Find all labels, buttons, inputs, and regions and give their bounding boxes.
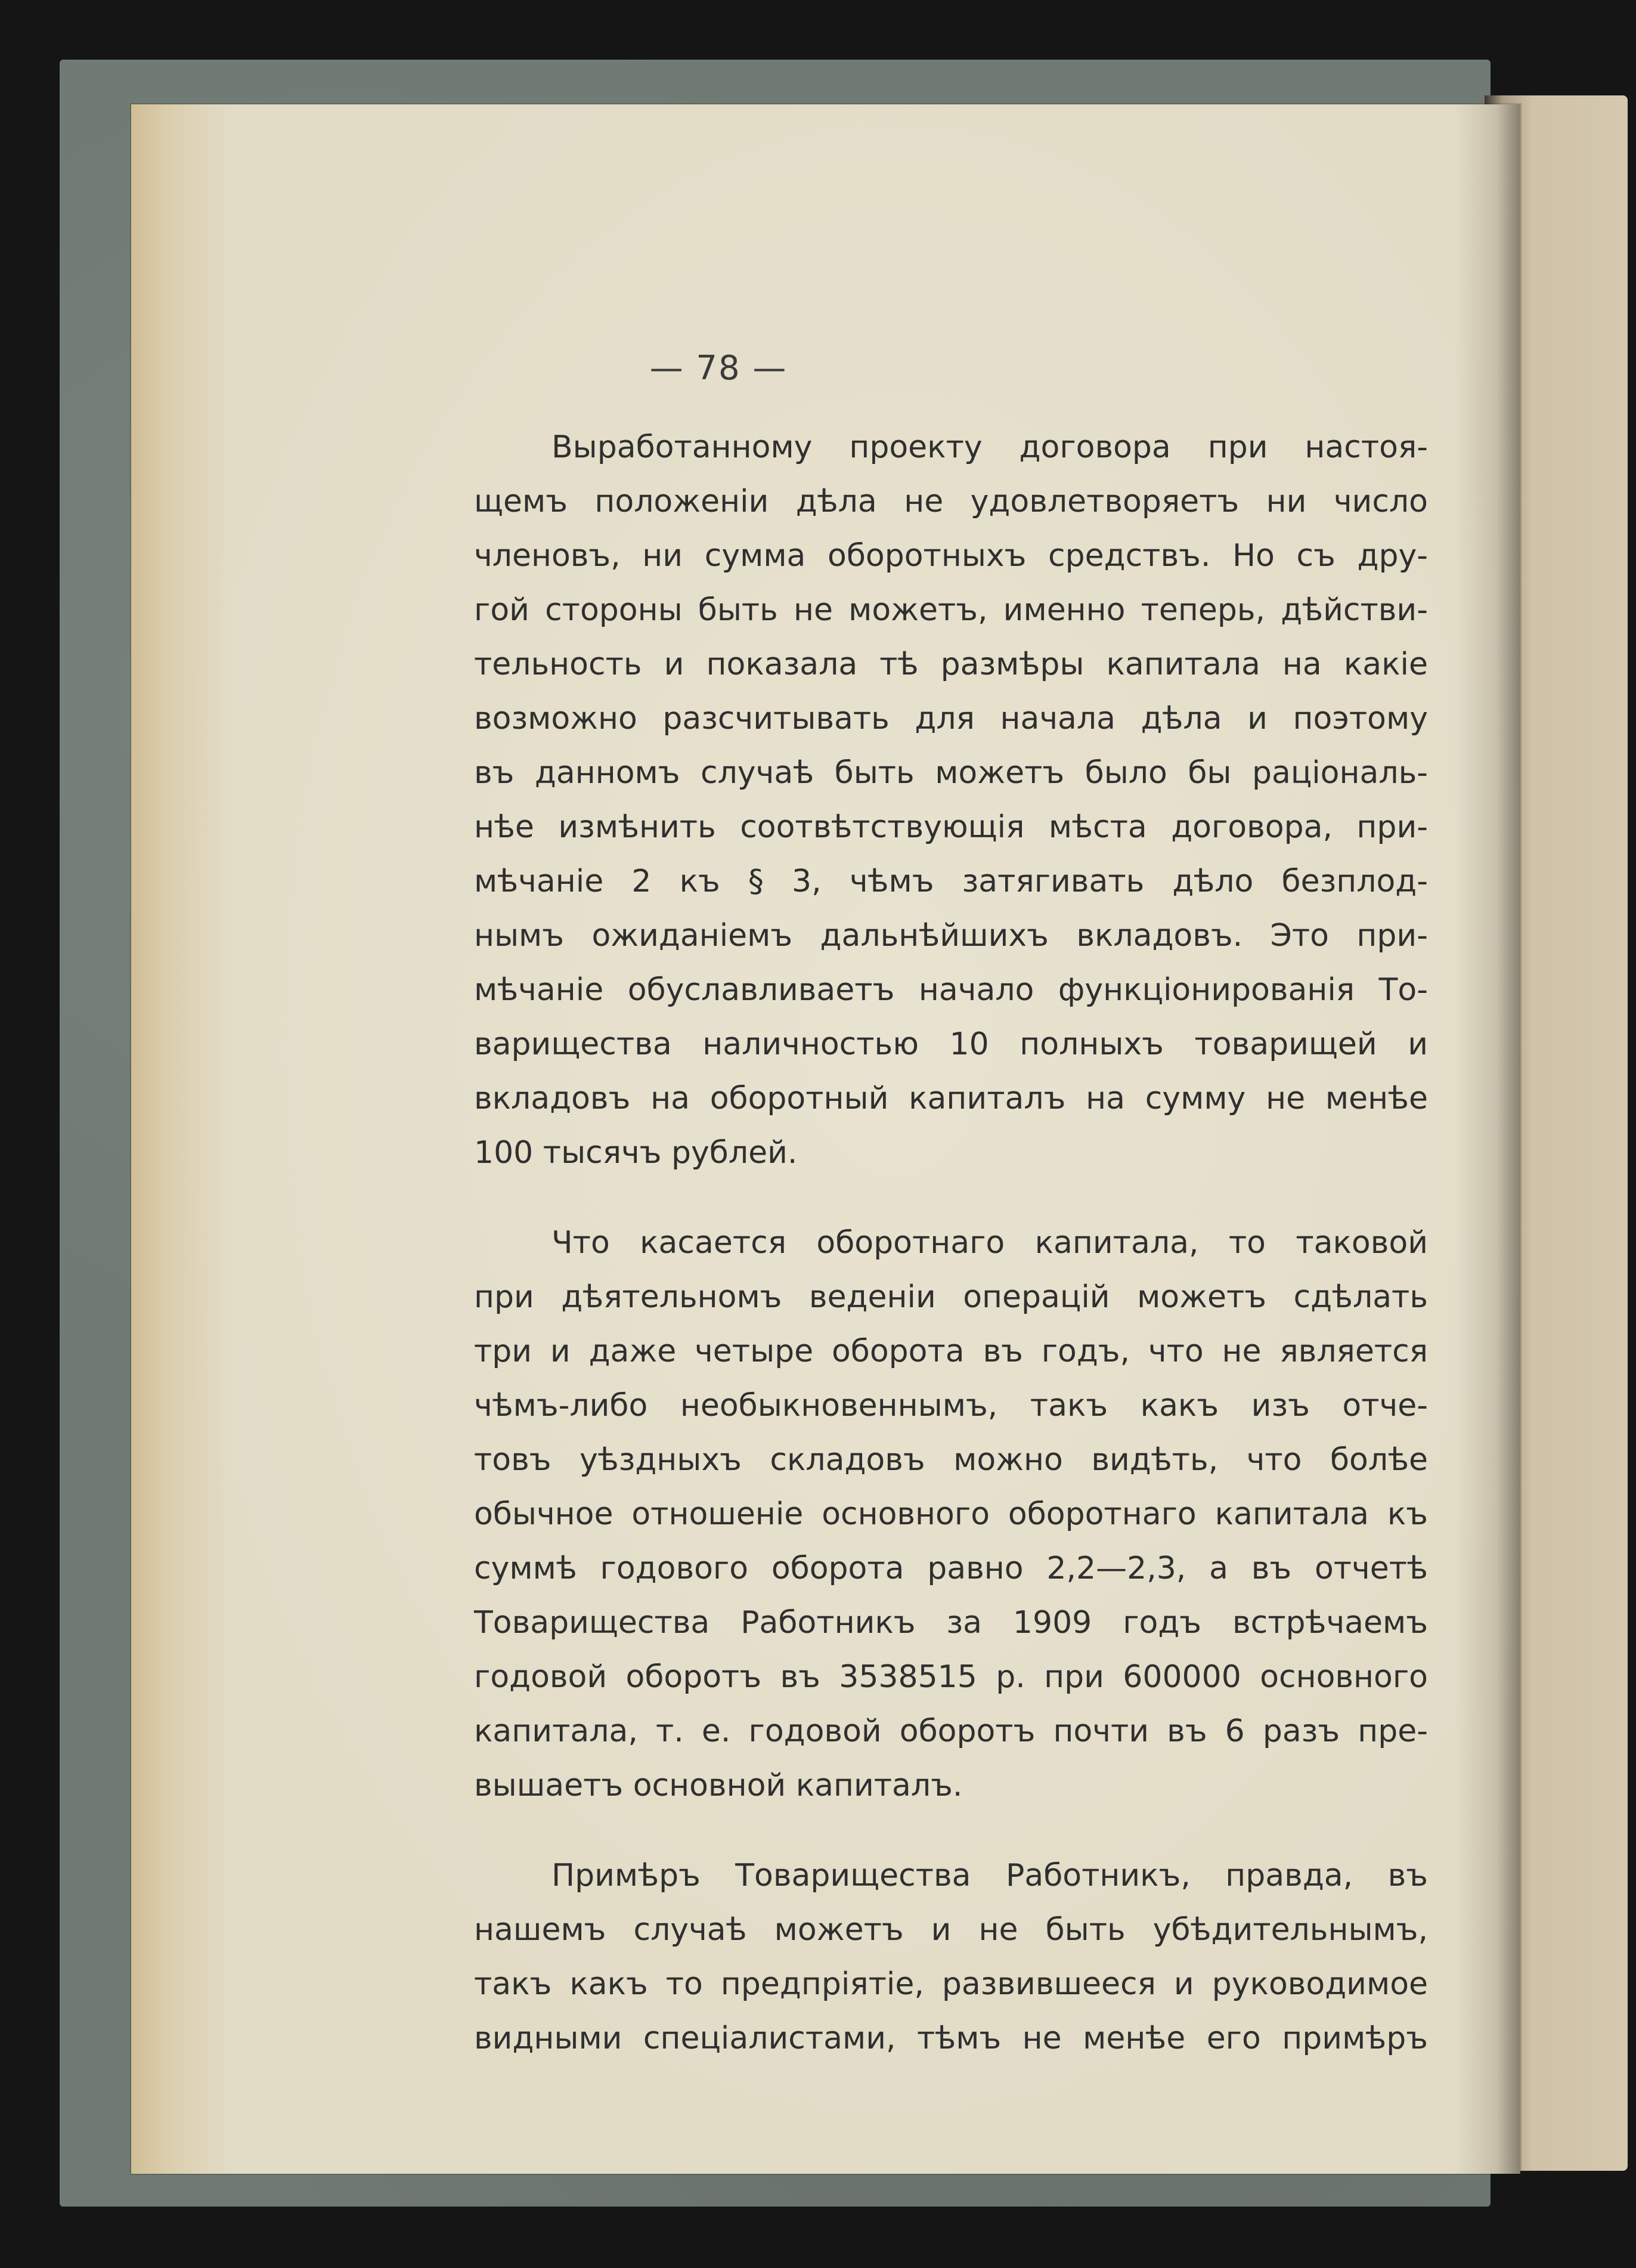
text-line: въ данномъ случаѣ быть можетъ было бы раціональ- [474, 755, 1428, 791]
text-line: годовой оборотъ въ 3538515 р. при 600000 основного [474, 1659, 1428, 1695]
text-line: возможно разсчитывать для начала дѣла и поэтому [474, 701, 1428, 737]
text-line: видными спеціалистами, тѣмъ не менѣе его примѣръ [474, 2021, 1428, 2056]
paragraph-2 [474, 1216, 1428, 1813]
text-line: обычное отношеніе основного оборотнаго капитала къ [474, 1496, 1428, 1532]
text-line: при дѣятельномъ веденіи операцій можетъ сдѣлать [474, 1279, 1428, 1315]
text-line: товъ уѣздныхъ складовъ можно видѣть, что болѣе [474, 1442, 1428, 1478]
text-line: нашемъ случаѣ можетъ и не быть убѣдительнымъ, [474, 1912, 1428, 1948]
text-line: Выработанному проекту договора при настоя- [551, 429, 1428, 465]
text-line: суммѣ годового оборота равно 2,2—2,3, а въ отчетѣ [474, 1551, 1428, 1586]
text-line: капитала, т. е. годовой оборотъ почти въ 6 разъ пре- [474, 1713, 1428, 1749]
text-line: щемъ положеніи дѣла не удовлетворяетъ ни число [474, 484, 1428, 519]
text-line: мѣчаніе обуславливаетъ начало функціонированія То- [474, 972, 1428, 1008]
text-line: гой стороны быть не можетъ, именно теперь, дѣйстви- [474, 592, 1428, 628]
text-line: вкладовъ на оборотный капиталъ на сумму не менѣе [474, 1081, 1428, 1116]
paragraph-1 [474, 420, 1428, 1180]
page-number: — 78 — [649, 349, 788, 388]
text-line: Примѣръ Товарищества Работникъ, правда, въ [551, 1858, 1428, 1893]
page-text [474, 420, 1428, 2066]
text-line: тельность и показала тѣ размѣры капитала на какіе [474, 646, 1428, 682]
text-line: чѣмъ-либо необыкновеннымъ, такъ какъ изъ отче- [474, 1388, 1428, 1424]
text-line: 100 тысячъ рублей. [474, 1135, 798, 1171]
text-line: варищества наличностью 10 полныхъ товарищей и [474, 1026, 1428, 1062]
text-line: такъ какъ то предпріятіе, развившееся и руководимое [474, 1966, 1428, 2002]
text-line: три и даже четыре оборота въ годъ, что не является [474, 1333, 1428, 1369]
text-line: членовъ, ни сумма оборотныхъ средствъ. Но съ дру- [474, 538, 1428, 574]
paragraph-3 [474, 1849, 1428, 2066]
text-line: Что касается оборотнаго капитала, то таковой [551, 1225, 1428, 1261]
text-line: нѣе измѣнить соотвѣтствующія мѣста договора, при- [474, 809, 1428, 845]
text-line: вышаетъ основной капиталъ. [474, 1768, 963, 1803]
text-line: нымъ ожиданіемъ дальнѣйшихъ вкладовъ. Это при- [474, 918, 1428, 954]
text-line: мѣчаніе 2 къ § 3, чѣмъ затягивать дѣло безплод- [474, 864, 1428, 899]
text-line: Товарищества Работникъ за 1909 годъ встрѣчаемъ [474, 1605, 1428, 1641]
book-page [131, 104, 1520, 2174]
